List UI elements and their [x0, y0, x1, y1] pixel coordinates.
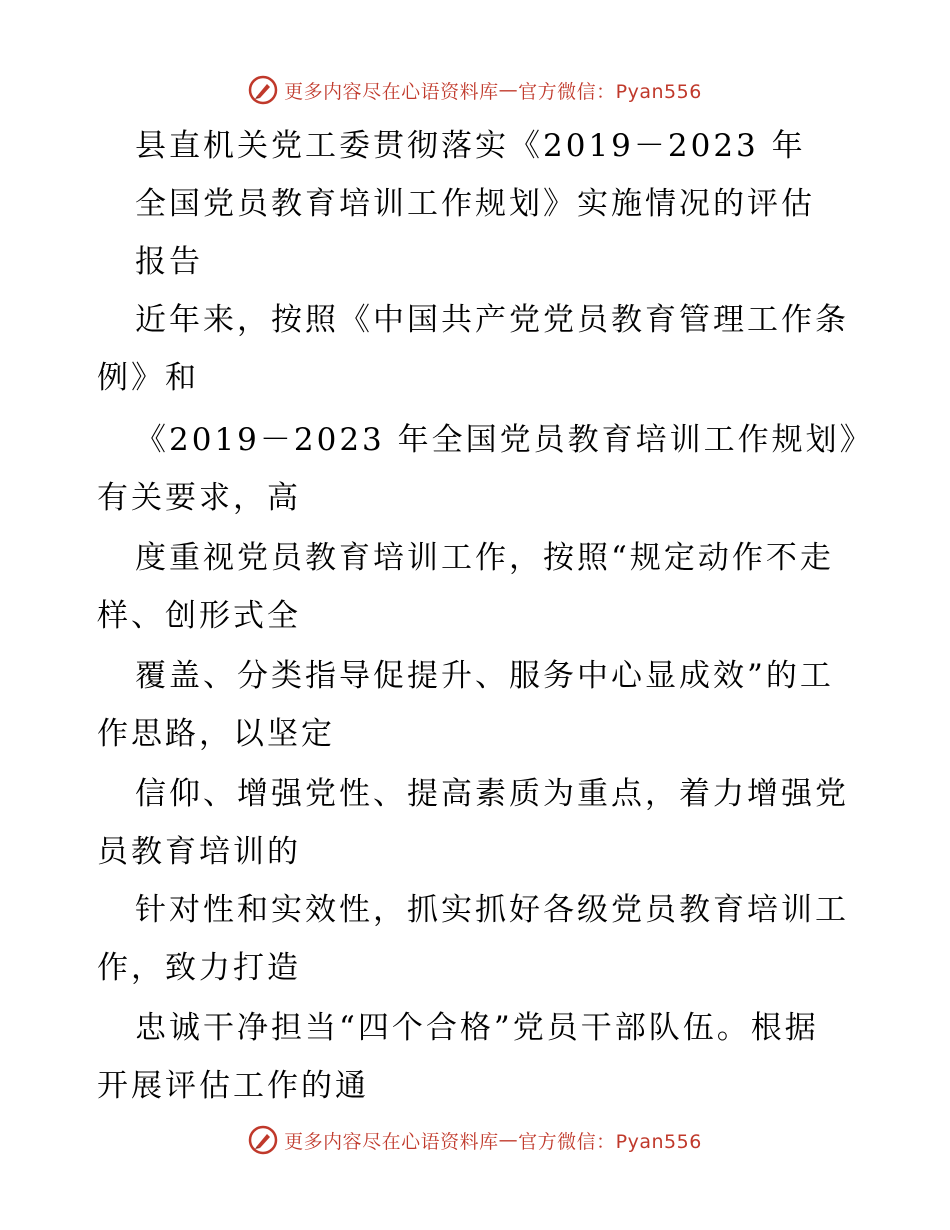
- doc-line-1: 县直机关党工委贯彻落实《2019－2023 年: [135, 128, 806, 164]
- header-separator: —: [498, 79, 519, 101]
- footer-separator: —: [498, 1129, 519, 1151]
- footer-banner: [0, 1120, 950, 1160]
- pen-nib-logo-icon: [248, 75, 278, 105]
- doc-line-11: 作思路，以坚定: [97, 716, 335, 752]
- pen-nib-logo-icon: [248, 1125, 278, 1155]
- doc-line-4: 近年来，按照《中国共产党党员教育管理工作条: [135, 302, 849, 338]
- doc-line-16: 忠诚干净担当“四个合格”党员干部队伍。根据: [135, 1010, 819, 1046]
- doc-line-10: 覆盖、分类指导促提升、服务中心显成效”的工: [135, 658, 834, 694]
- doc-line-3: 报告: [135, 244, 203, 280]
- doc-line-7: 有关要求，高: [97, 480, 301, 516]
- doc-line-17: 开展评估工作的通: [97, 1068, 369, 1104]
- header-contact-text: 官方微信：Pyan556: [518, 80, 702, 103]
- header-brand-text: 更多内容尽在心语资料库: [284, 80, 499, 103]
- doc-line-15: 作，致力打造: [97, 950, 301, 986]
- footer-brand-text: 更多内容尽在心语资料库: [284, 1130, 499, 1153]
- doc-line-13: 员教育培训的: [97, 834, 301, 870]
- doc-line-6: 《2019－2023 年全国党员教育培训工作规划》: [135, 422, 874, 458]
- header-banner: [0, 70, 950, 110]
- doc-line-9: 样、创形式全: [97, 598, 301, 634]
- doc-line-12: 信仰、增强党性、提高素质为重点，着力增强党: [135, 776, 849, 812]
- doc-line-14: 针对性和实效性，抓实抓好各级党员教育培训工: [135, 892, 849, 928]
- doc-line-5: 例》和: [97, 360, 199, 396]
- footer-contact-text: 官方微信：Pyan556: [518, 1130, 702, 1153]
- doc-line-8: 度重视党员教育培训工作，按照“规定动作不走: [135, 540, 834, 576]
- doc-line-2: 全国党员教育培训工作规划》实施情况的评估: [135, 186, 815, 222]
